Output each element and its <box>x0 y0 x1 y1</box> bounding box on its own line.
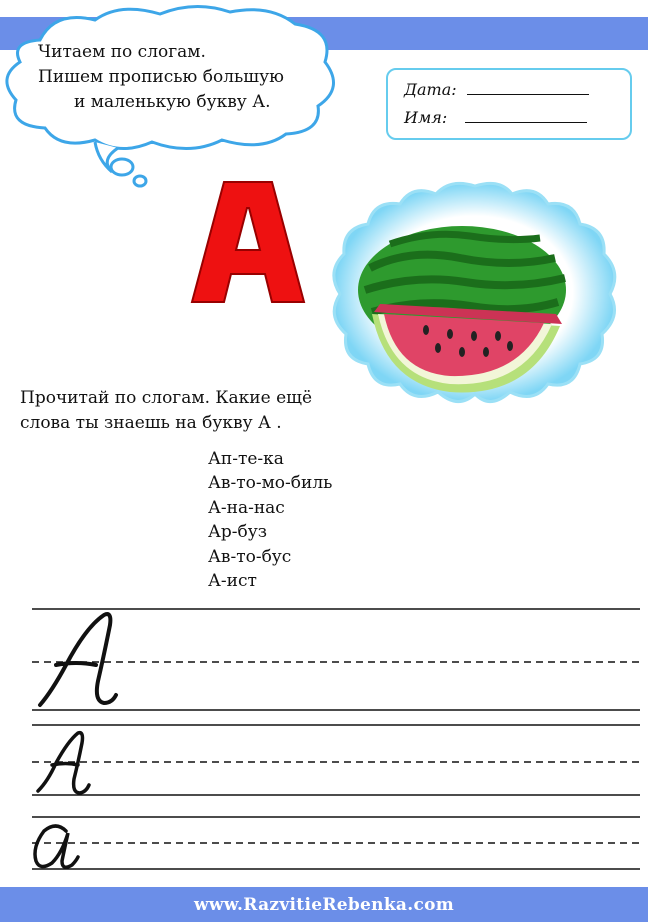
word-item: Ав-то-мо-биль <box>208 473 333 494</box>
word-item: Ап-те-ка <box>208 449 284 469</box>
word-item: Ар-буз <box>208 522 268 543</box>
footer-website-link[interactable]: www.RazvitieRebenka.com <box>193 894 455 915</box>
student-info-box <box>386 68 632 140</box>
date-blank-line[interactable] <box>467 80 589 95</box>
practice-row-2 <box>32 725 640 795</box>
name-field <box>404 108 587 127</box>
date-label: Дата: <box>404 80 457 99</box>
word-item: А-на-нас <box>208 497 285 518</box>
bubble-line: Читаем по слогам. <box>38 42 206 62</box>
cursive-capital-a-large <box>40 614 116 705</box>
instruction-text <box>20 386 340 436</box>
date-field <box>404 80 589 99</box>
bubble-text <box>20 40 330 115</box>
cursive-lowercase-a <box>35 826 78 867</box>
bubble-line: и маленькую букву А. <box>74 92 271 112</box>
instruction-line: Прочитай по слогам. Какие ещё <box>20 388 313 408</box>
bubble-line: Пишем прописью большую <box>38 67 284 87</box>
instruction-line: слова ты знаешь на букву А . <box>20 413 282 433</box>
big-letter-a <box>188 172 308 312</box>
practice-row-1 <box>32 609 640 710</box>
name-label: Имя: <box>404 108 448 127</box>
syllable-word-list <box>208 447 332 593</box>
cursive-capital-a-small <box>38 733 89 793</box>
handwriting-practice-area[interactable] <box>0 595 648 880</box>
watermelon-image <box>330 178 620 410</box>
bottom-blue-band <box>0 887 648 922</box>
word-item: А-ист <box>208 571 257 592</box>
word-item: Ав-то-бус <box>208 546 292 567</box>
name-blank-line[interactable] <box>465 108 587 123</box>
practice-row-3 <box>32 817 640 869</box>
